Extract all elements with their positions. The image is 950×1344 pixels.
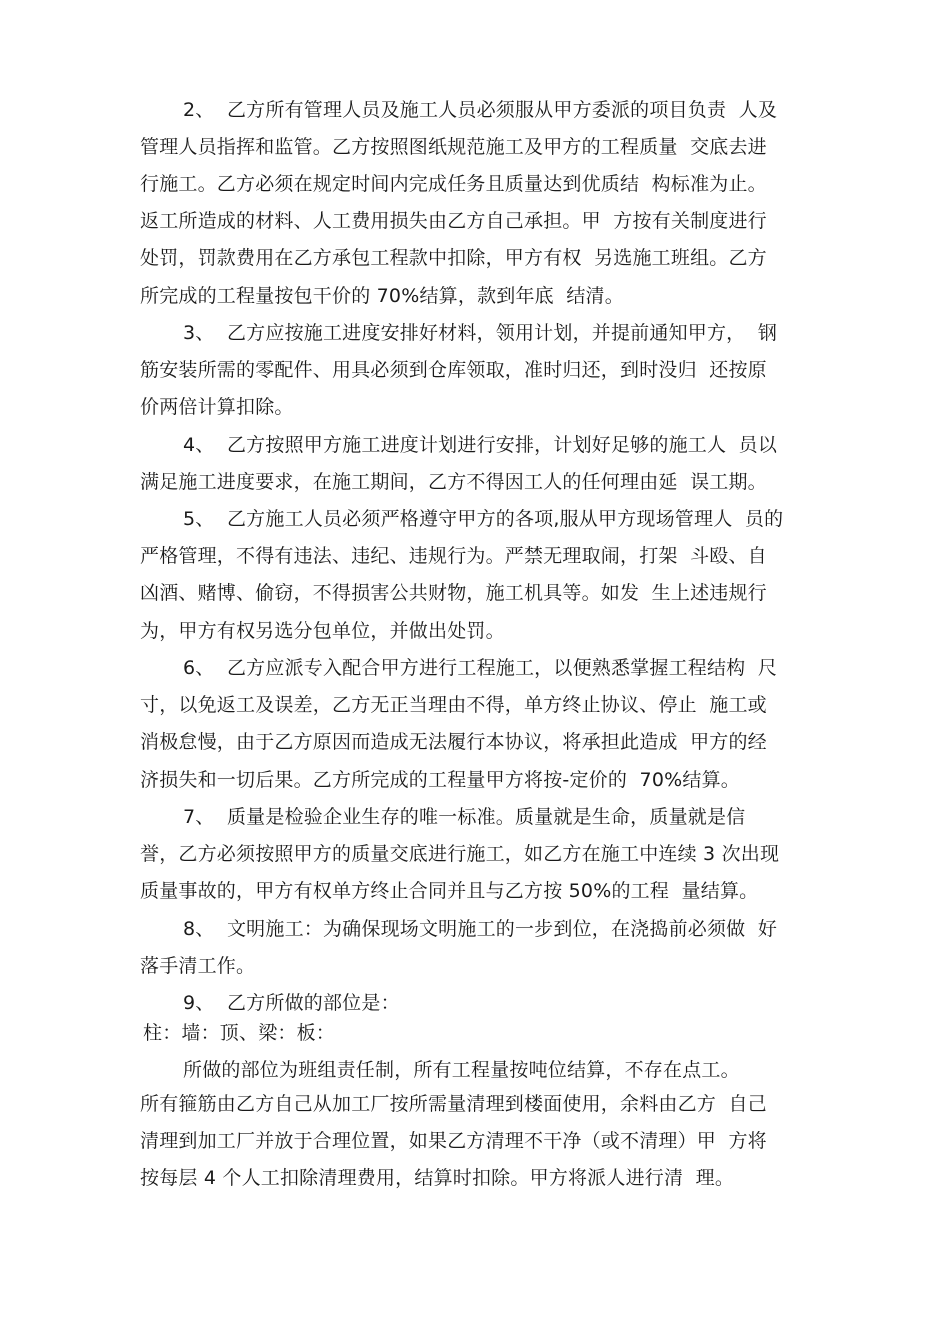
text-line: 筋安装所需的零配件、用具必须到仓库领取，准时归还，到时没归 还按原 [140, 359, 767, 381]
text-line: 3、 乙方应按施工进度安排好材料，领用计划，并提前通知甲方， 钢 [183, 322, 778, 344]
text-line: 4、 乙方按照甲方施工进度计划进行安排，计划好足够的施工人 员以 [183, 434, 778, 456]
text-line: 价两倍计算扣除。 [140, 396, 294, 418]
text-line: 8、 文明施工：为确保现场文明施工的一步到位，在浇捣前必须做 好 [183, 918, 778, 940]
text-line: 返工所造成的材料、人工费用损失由乙方自己承担。甲 方按有关制度进行 [140, 210, 767, 232]
text-line: 6、 乙方应派专入配合甲方进行工程施工，以便熟悉掌握工程结构 尺 [183, 657, 778, 679]
text-line: 按每层 4 个人工扣除清理费用，结算时扣除。甲方将派人进行清 理。 [140, 1167, 735, 1189]
text-line: 所完成的工程量按包干价的 70%结算，款到年底 结清。 [140, 285, 624, 307]
text-line: 为，甲方有权另选分包单位，并做出处罚。 [140, 620, 505, 642]
text-line: 处罚，罚款费用在乙方承包工程款中扣除，甲方有权 另选施工班组。乙方 [140, 247, 767, 269]
text-line: 柱：墙：顶、梁：板： [143, 1022, 336, 1044]
text-line: 质量事故的，甲方有权单方终止合同并且与乙方按 50%的工程 量结算。 [140, 880, 759, 902]
text-line: 所有箍筋由乙方自己从加工厂按所需量清理到楼面使用，余料由乙方 自己 [140, 1093, 767, 1115]
text-line: 2、 乙方所有管理人员及施工人员必须服从甲方委派的项目负责 人及 [183, 99, 778, 121]
text-line: 行施工。乙方必须在规定时间内完成任务且质量达到优质结 构标准为止。 [140, 173, 767, 195]
text-line: 所做的部位为班组责任制，所有工程量按吨位结算，不存在点工。 [183, 1059, 740, 1081]
text-line: 誉，乙方必须按照甲方的质量交底进行施工，如乙方在施工中连续 3 次出现 [140, 843, 780, 865]
text-line: 严格管理，不得有违法、违纪、违规行为。严禁无理取闹，打架 斗殴、自 [140, 545, 767, 567]
text-line: 落手清工作。 [140, 955, 256, 977]
text-line: 寸，以免返工及误差，乙方无正当理由不得，单方终止协议、停止 施工或 [140, 694, 767, 716]
text-line: 9、 乙方所做的部位是： [183, 992, 400, 1014]
text-line: 济损失和一切后果。乙方所完成的工程量甲方将按-定价的 70%结算。 [140, 769, 740, 791]
text-line: 管理人员指挥和监管。乙方按照图纸规范施工及甲方的工程质量 交底去进 [140, 136, 767, 158]
text-line: 清理到加工厂并放于合理位置，如果乙方清理不干净（或不清理）甲 方将 [140, 1130, 767, 1152]
text-line: 满足施工进度要求，在施工期间，乙方不得因工人的任何理由延 误工期。 [140, 471, 767, 493]
text-line: 消极怠慢，由于乙方原因而造成无法履行本协议，将承担此造成 甲方的经 [140, 731, 767, 753]
text-line: 5、 乙方施工人员必须严格遵守甲方的各项,服从甲方现场管理人 员的 [183, 508, 784, 530]
text-line: 7、 质量是检验企业生存的唯一标准。质量就是生命，质量就是信 [183, 806, 746, 828]
text-line: 凶酒、赌博、偷窃，不得损害公共财物，施工机具等。如发 生上述违规行 [140, 582, 767, 604]
